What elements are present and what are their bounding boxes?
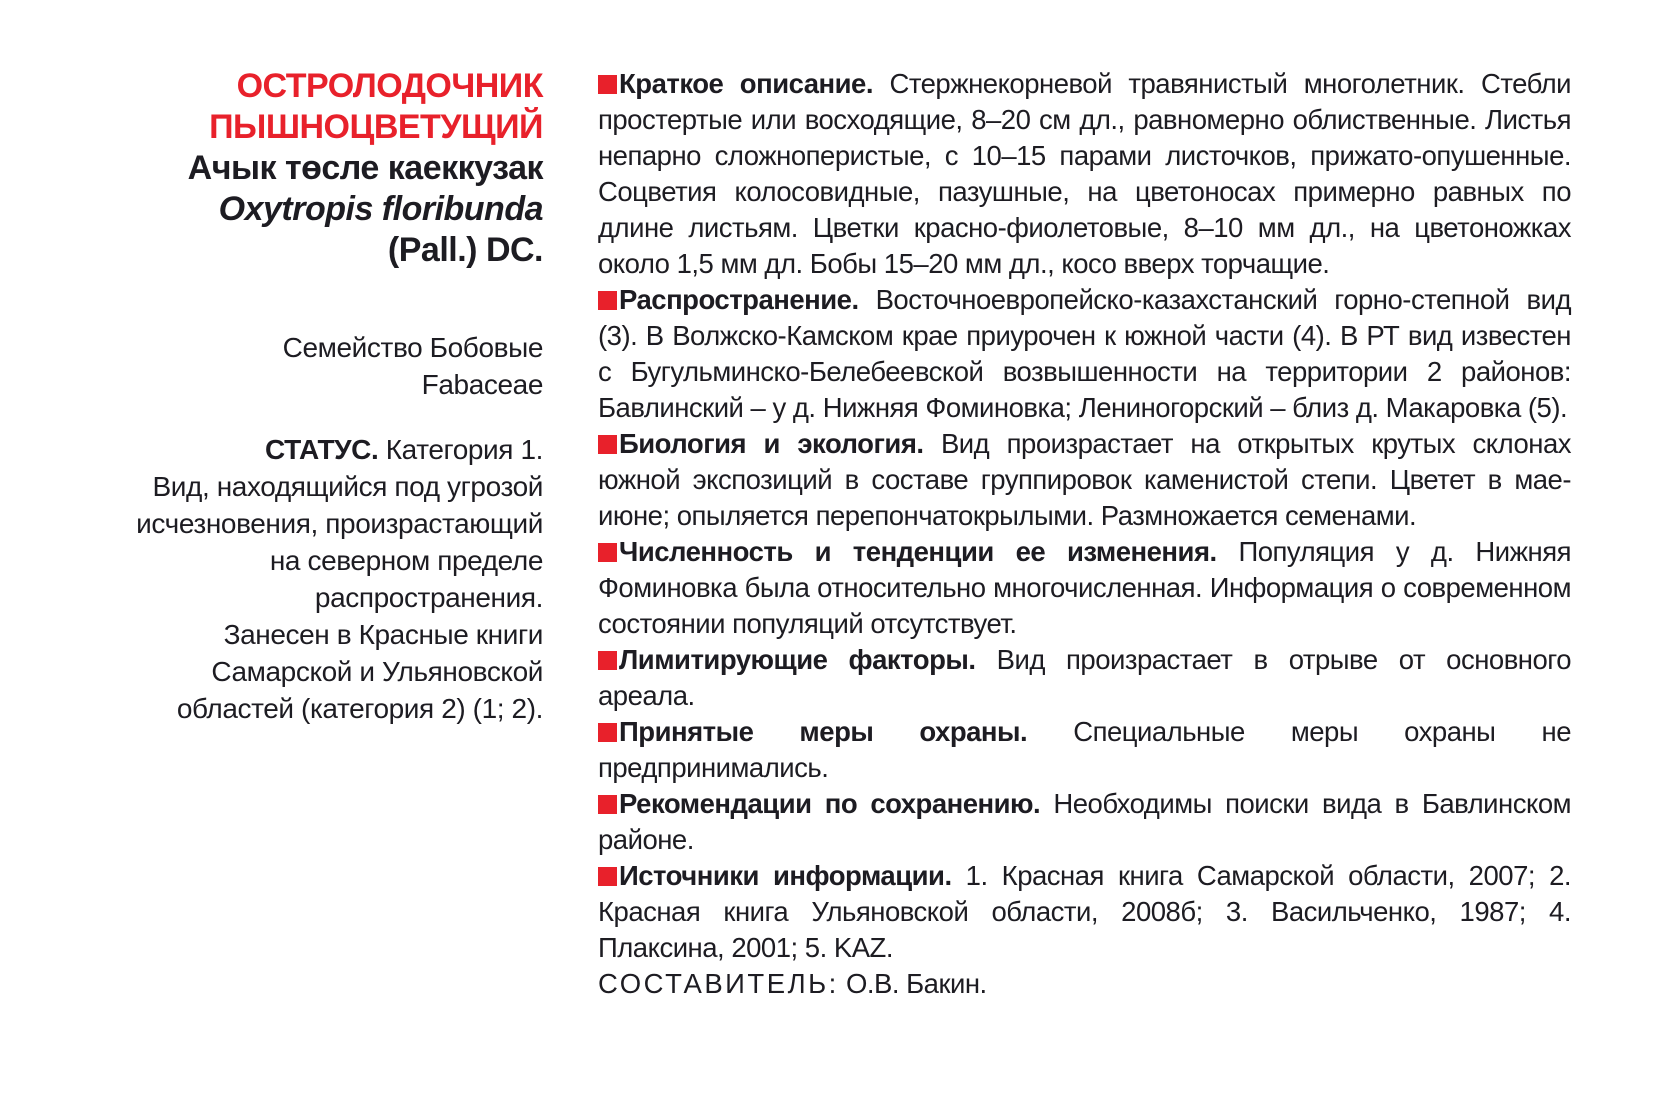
section-label: Рекомендации по сохранению.	[619, 788, 1041, 819]
species-account-column	[598, 66, 1571, 1002]
section-text: Популяция у д. Нижняя Фоминовка была относительно многочисленная. Информация о современном состоянии популяций отсутствует.	[598, 536, 1572, 639]
section-information-sources	[598, 858, 1571, 966]
compiler-label: СОСТАВИТЕЛЬ:	[598, 968, 839, 999]
family-name-ru: Семейство Бобовые	[282, 332, 543, 363]
status-heading-line	[70, 431, 543, 468]
section-distribution	[598, 282, 1571, 426]
section-label: Источники информации.	[619, 860, 952, 891]
family-name-latin: Fabaceae	[421, 369, 543, 400]
section-label: Численность и тенденции ее изменения.	[619, 536, 1217, 567]
section-label: Лимитирующие факторы.	[619, 644, 976, 675]
section-bullet-icon	[598, 723, 617, 742]
section-limiting-factors	[598, 642, 1571, 714]
section-label: Биология и экология.	[619, 428, 924, 459]
species-authority: (Pall.) DC.	[387, 231, 543, 269]
section-bullet-icon	[598, 291, 617, 310]
section-bullet-icon	[598, 435, 617, 454]
section-conservation-recommendations	[598, 786, 1571, 858]
status-text-line: Самарской и Ульяновской	[211, 656, 543, 687]
species-name-latin: Oxytropis floribunda	[218, 190, 543, 228]
spacer	[70, 271, 543, 329]
section-biology-ecology	[598, 426, 1571, 534]
status-text-line: на северном пределе	[269, 545, 543, 576]
compiler-name: О.В. Бакин.	[845, 968, 987, 999]
section-text: Специальные меры охраны не предпринимались.	[598, 716, 1571, 783]
section-protection-measures	[598, 714, 1571, 786]
section-population-trends	[598, 534, 1571, 642]
section-text: Необходимы поиски вида в Бавлинском районе.	[598, 788, 1572, 855]
section-bullet-icon	[598, 651, 617, 670]
species-name-ru-line2: ПЫШНОЦВЕТУЩИЙ	[209, 108, 543, 146]
species-name-tatar: Ачык төсле каеккузак	[187, 149, 543, 187]
section-bullet-icon	[598, 867, 617, 886]
species-header-column	[70, 66, 543, 727]
section-text: Вид произрастает на открытых крутых склонах южной экспозиций в составе группировок каменистой степи. Цветет в мае-июне; опыляется перепончатокрылыми. Размножается семенами.	[598, 428, 1572, 531]
status-text-line: Вид, находящийся под угрозой	[152, 471, 543, 502]
status-text-line: распространения.	[314, 582, 543, 613]
status-text-line: исчезновения, произрастающий	[136, 508, 543, 539]
section-label: Распространение.	[619, 284, 859, 315]
spacer	[70, 403, 543, 431]
compiler-line	[598, 966, 1571, 1002]
section-text: Восточноевропейско-казахстанский горно-степной вид (3). В Волжско-Камском крае приурочен к южной части (4). В РТ вид известен с Бугульминско-Белебеевской возвышенности на территории 2 районов: Бавлинский – у д. Нижняя Фоминовка; Лениногорский – близ д. Макаровка (5).	[598, 284, 1571, 423]
section-text: Стержнекорневой травянистый многолетник. Стебли простертые или восходящие, 8–20 см дл., равномерно облиственные. Листья непарно сложноперистые, с 10–15 парами листочков, прижато-опушенные. Соцветия колосовидные, пазушные, на цветоносах примерно равных по длине листьям. Цветки красно-фиолетовые, 8–10 мм дл., на цветоножках около 1,5 мм дл. Бобы 15–20 мм дл., косо вверх торчащие.	[598, 68, 1572, 279]
section-bullet-icon	[598, 795, 617, 814]
status-text-line: Занесен в Красные книги	[223, 619, 543, 650]
section-bullet-icon	[598, 543, 617, 562]
status-category: Категория 1.	[385, 434, 543, 465]
species-name-ru-line1: ОСТРОЛОДОЧНИК	[236, 67, 543, 105]
status-label: СТАТУС.	[264, 434, 379, 465]
section-text: 1. Красная книга Самарской области, 2007; 2. Красная книга Ульяновской области, 2008б; 3. Васильченко, 1987; 4. Плаксина, 2001; 5. KAZ.	[598, 860, 1572, 963]
section-label: Краткое описание.	[619, 68, 873, 99]
section-description	[598, 66, 1571, 282]
section-text: Вид произрастает в отрыве от основного ареала.	[598, 644, 1572, 711]
section-label: Принятые меры охраны.	[619, 716, 1028, 747]
status-text-line: областей (категория 2) (1; 2).	[176, 693, 543, 724]
section-bullet-icon	[598, 75, 617, 94]
